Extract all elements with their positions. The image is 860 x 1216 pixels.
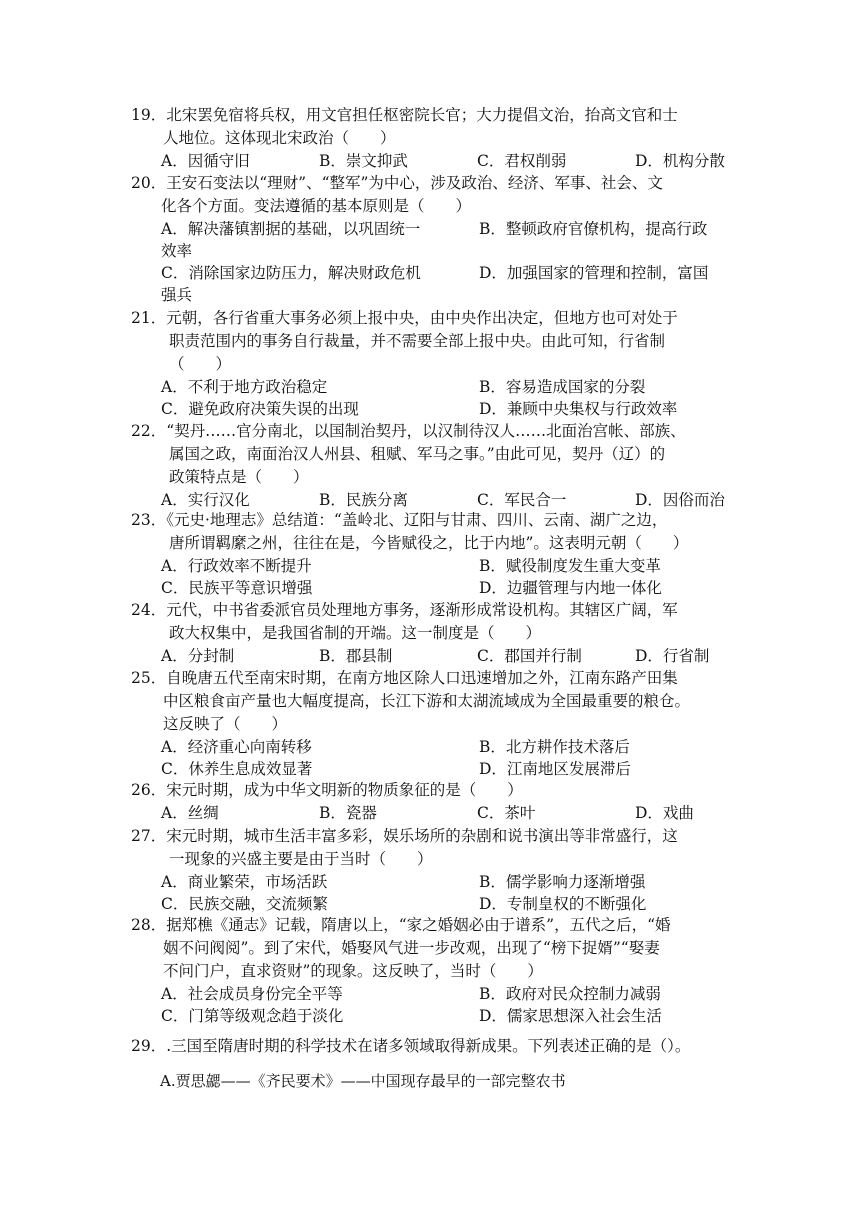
question-21 <box>131 307 751 420</box>
option-d[interactable]: D．机构分散 <box>635 152 725 170</box>
question-stem-line: 政策特点是（ ） <box>169 468 309 486</box>
question-stem-line: 27．宋元时期，城市生活丰富多彩，娱乐场所的杂剧和说书演出等非常盛行，这 <box>131 827 678 845</box>
option-c[interactable]: C．避免政府决策失误的出现 <box>161 400 359 418</box>
question-stem-line: 25．自晚唐五代至南宋时期，在南方地区除人口迅速增加之外，江南东路产田集 <box>131 669 678 687</box>
option-d[interactable]: D．加强国家的管理和控制，富国 <box>479 264 709 282</box>
option-d[interactable]: D．因俗而治 <box>635 491 725 509</box>
option-a[interactable]: A．丝绸 <box>161 804 219 822</box>
option-c[interactable]: C．茶叶 <box>477 804 536 822</box>
option-row <box>131 802 751 824</box>
option-b[interactable]: B．赋役制度发生重大变革 <box>479 557 661 575</box>
option-a[interactable]: A．商业繁荣，市场活跃 <box>161 873 328 891</box>
question-22 <box>131 420 751 511</box>
option-c[interactable]: C．门第等级观念趋于淡化 <box>161 1007 344 1025</box>
question-19 <box>131 104 751 172</box>
option-a[interactable]: A．分封制 <box>161 647 235 665</box>
question-27 <box>131 825 751 915</box>
option-c[interactable]: C．君权削弱 <box>477 152 567 170</box>
question-stem-line: 政大权集中，是我国省制的开端。这一制度是（ ） <box>169 624 542 642</box>
option-c[interactable]: C．消除国家边防压力，解决财政危机 <box>161 264 421 282</box>
option-row <box>131 150 751 172</box>
option-d[interactable]: D．边疆管理与内地一体化 <box>479 579 662 597</box>
option-c[interactable]: C．民族平等意识增强 <box>161 579 313 597</box>
question-stem-line: 21．元朝，各行省重大事务必须上报中央，由中央作出决定，但地方也可对处于 <box>131 309 678 327</box>
option-d[interactable]: D．行省制 <box>635 647 710 665</box>
question-29-option-a[interactable]: A.贾思勰——《齐民要术》——中国现存最早的一部完整农书 <box>160 1072 566 1090</box>
option-b[interactable]: B．郡县制 <box>319 647 393 665</box>
question-stem-line: 26．宋元时期，成为中华文明新的物质象征的是（ ） <box>131 781 523 799</box>
option-row <box>131 489 751 511</box>
option-a[interactable]: A．行政效率不断提升 <box>161 557 312 575</box>
question-stem-line: 中区粮食亩产量也大幅度提高，长江下游和太湖流域成为全国最重要的粮仓。 <box>163 692 691 710</box>
option-c[interactable]: C．军民合一 <box>477 491 567 509</box>
question-23 <box>131 509 751 599</box>
option-b[interactable]: B．北方耕作技术落后 <box>479 738 630 756</box>
question-stem-line: 24．元代，中书省委派官员处理地方事务，逐渐形成常设机构。其辖区广阔，军 <box>131 601 678 619</box>
option-a[interactable]: A．解决藩镇割据的基础，以巩固统一 <box>161 220 421 238</box>
option-row <box>131 871 751 893</box>
question-28 <box>131 914 751 1027</box>
option-b[interactable]: B．瓷器 <box>319 804 377 822</box>
question-stem-line: 属国之政，南面治汉人州县、租赋、军马之事。”由此可见，契丹（辽）的 <box>169 445 666 463</box>
option-row <box>131 577 751 599</box>
option-continuation: 效率 <box>161 242 193 260</box>
question-stem-line: 唐所谓羁縻之州，往往在是，今皆赋役之，比于内地”。这表明元朝（ ） <box>169 534 689 552</box>
option-row <box>131 893 751 915</box>
option-a[interactable]: A．因循守旧 <box>161 152 250 170</box>
question-25 <box>131 667 751 780</box>
option-b[interactable]: B．容易造成国家的分裂 <box>479 378 646 396</box>
option-b[interactable]: B．儒学影响力逐渐增强 <box>479 873 646 891</box>
question-stem-line: 化各个方面。变法遵循的基本原则是（ ） <box>161 197 472 215</box>
option-row <box>131 376 751 398</box>
option-d[interactable]: D．儒家思想深入社会生活 <box>479 1007 662 1025</box>
question-stem-line: 职责范围内的事务自行裁量，并不需要全部上报中央。由此可知，行省制 <box>169 332 666 350</box>
option-row <box>131 983 751 1005</box>
question-26 <box>131 779 751 824</box>
option-b[interactable]: B．民族分离 <box>319 491 408 509</box>
option-a[interactable]: A．社会成员身份完全平等 <box>161 985 343 1003</box>
option-row <box>131 218 751 240</box>
option-b[interactable]: B．崇文抑武 <box>319 152 408 170</box>
option-a[interactable]: A．经济重心向南转移 <box>161 738 312 756</box>
question-24 <box>131 599 751 667</box>
option-d[interactable]: D．兼顾中央集权与行政效率 <box>479 400 678 418</box>
question-stem-line: 这反映了（ ） <box>163 715 288 733</box>
question-20 <box>131 172 751 306</box>
option-b[interactable]: B．整顿政府官僚机构，提高行政 <box>479 220 708 238</box>
option-d[interactable]: D．江南地区发展滞后 <box>479 760 631 778</box>
question-stem-line: 不问门户，直求资财”的现象。这反映了，当时（ ） <box>163 962 543 980</box>
question-stem-line: 人地位。这体现北宋政治（ ） <box>163 129 396 147</box>
question-stem-line: （ ） <box>169 355 232 373</box>
question-stem-line: 姻不问阀阅”。到了宋代，婚娶风气进一步改观，出现了“榜下捉婿”“娶妻 <box>163 939 660 957</box>
question-stem-line: 20．王安石变法以“理财”、“整军”为中心，涉及政治、经济、军事、社会、文 <box>131 174 663 192</box>
question-29-stem: 29．.三国至隋唐时期的科学技术在诸多领域取得新成果。下列表述正确的是（）。 <box>131 1037 691 1055</box>
option-d[interactable]: D．专制皇权的不断强化 <box>479 895 647 913</box>
option-c[interactable]: C．休养生息成效显著 <box>161 760 313 778</box>
option-b[interactable]: B．政府对民众控制力减弱 <box>479 985 661 1003</box>
option-row <box>131 1005 751 1027</box>
option-d[interactable]: D．戏曲 <box>635 804 694 822</box>
question-stem-line: 19．北宋罢免宿将兵权，用文官担任枢密院长官；大力提倡文治，抬高文官和士 <box>131 106 678 124</box>
question-stem-line: 23．《元史·地理志》总结道：“盖岭北、辽阳与甘肃、四川、云南、湖广之边， <box>131 511 668 529</box>
option-c[interactable]: C．郡国并行制 <box>477 647 582 665</box>
question-stem-line: 28．据郑樵《通志》记载，隋唐以上，“家之婚姻必由于谱系”，五代之后，“婚 <box>131 916 671 934</box>
question-stem-line: 22．“契丹……官分南北，以国制治契丹，以汉制待汉人……北面治宫帐、部族、 <box>131 422 686 440</box>
option-a[interactable]: A．实行汉化 <box>161 491 250 509</box>
question-stem-line: 一现象的兴盛主要是由于当时（ ） <box>169 850 433 868</box>
option-row <box>131 736 751 758</box>
option-row <box>131 398 751 420</box>
option-a[interactable]: A．不利于地方政治稳定 <box>161 378 328 396</box>
option-row <box>131 262 751 284</box>
option-c[interactable]: C．民族交融，交流频繁 <box>161 895 328 913</box>
option-row <box>131 645 751 667</box>
option-continuation: 强兵 <box>161 286 193 304</box>
option-row <box>131 758 751 780</box>
option-row <box>131 555 751 577</box>
